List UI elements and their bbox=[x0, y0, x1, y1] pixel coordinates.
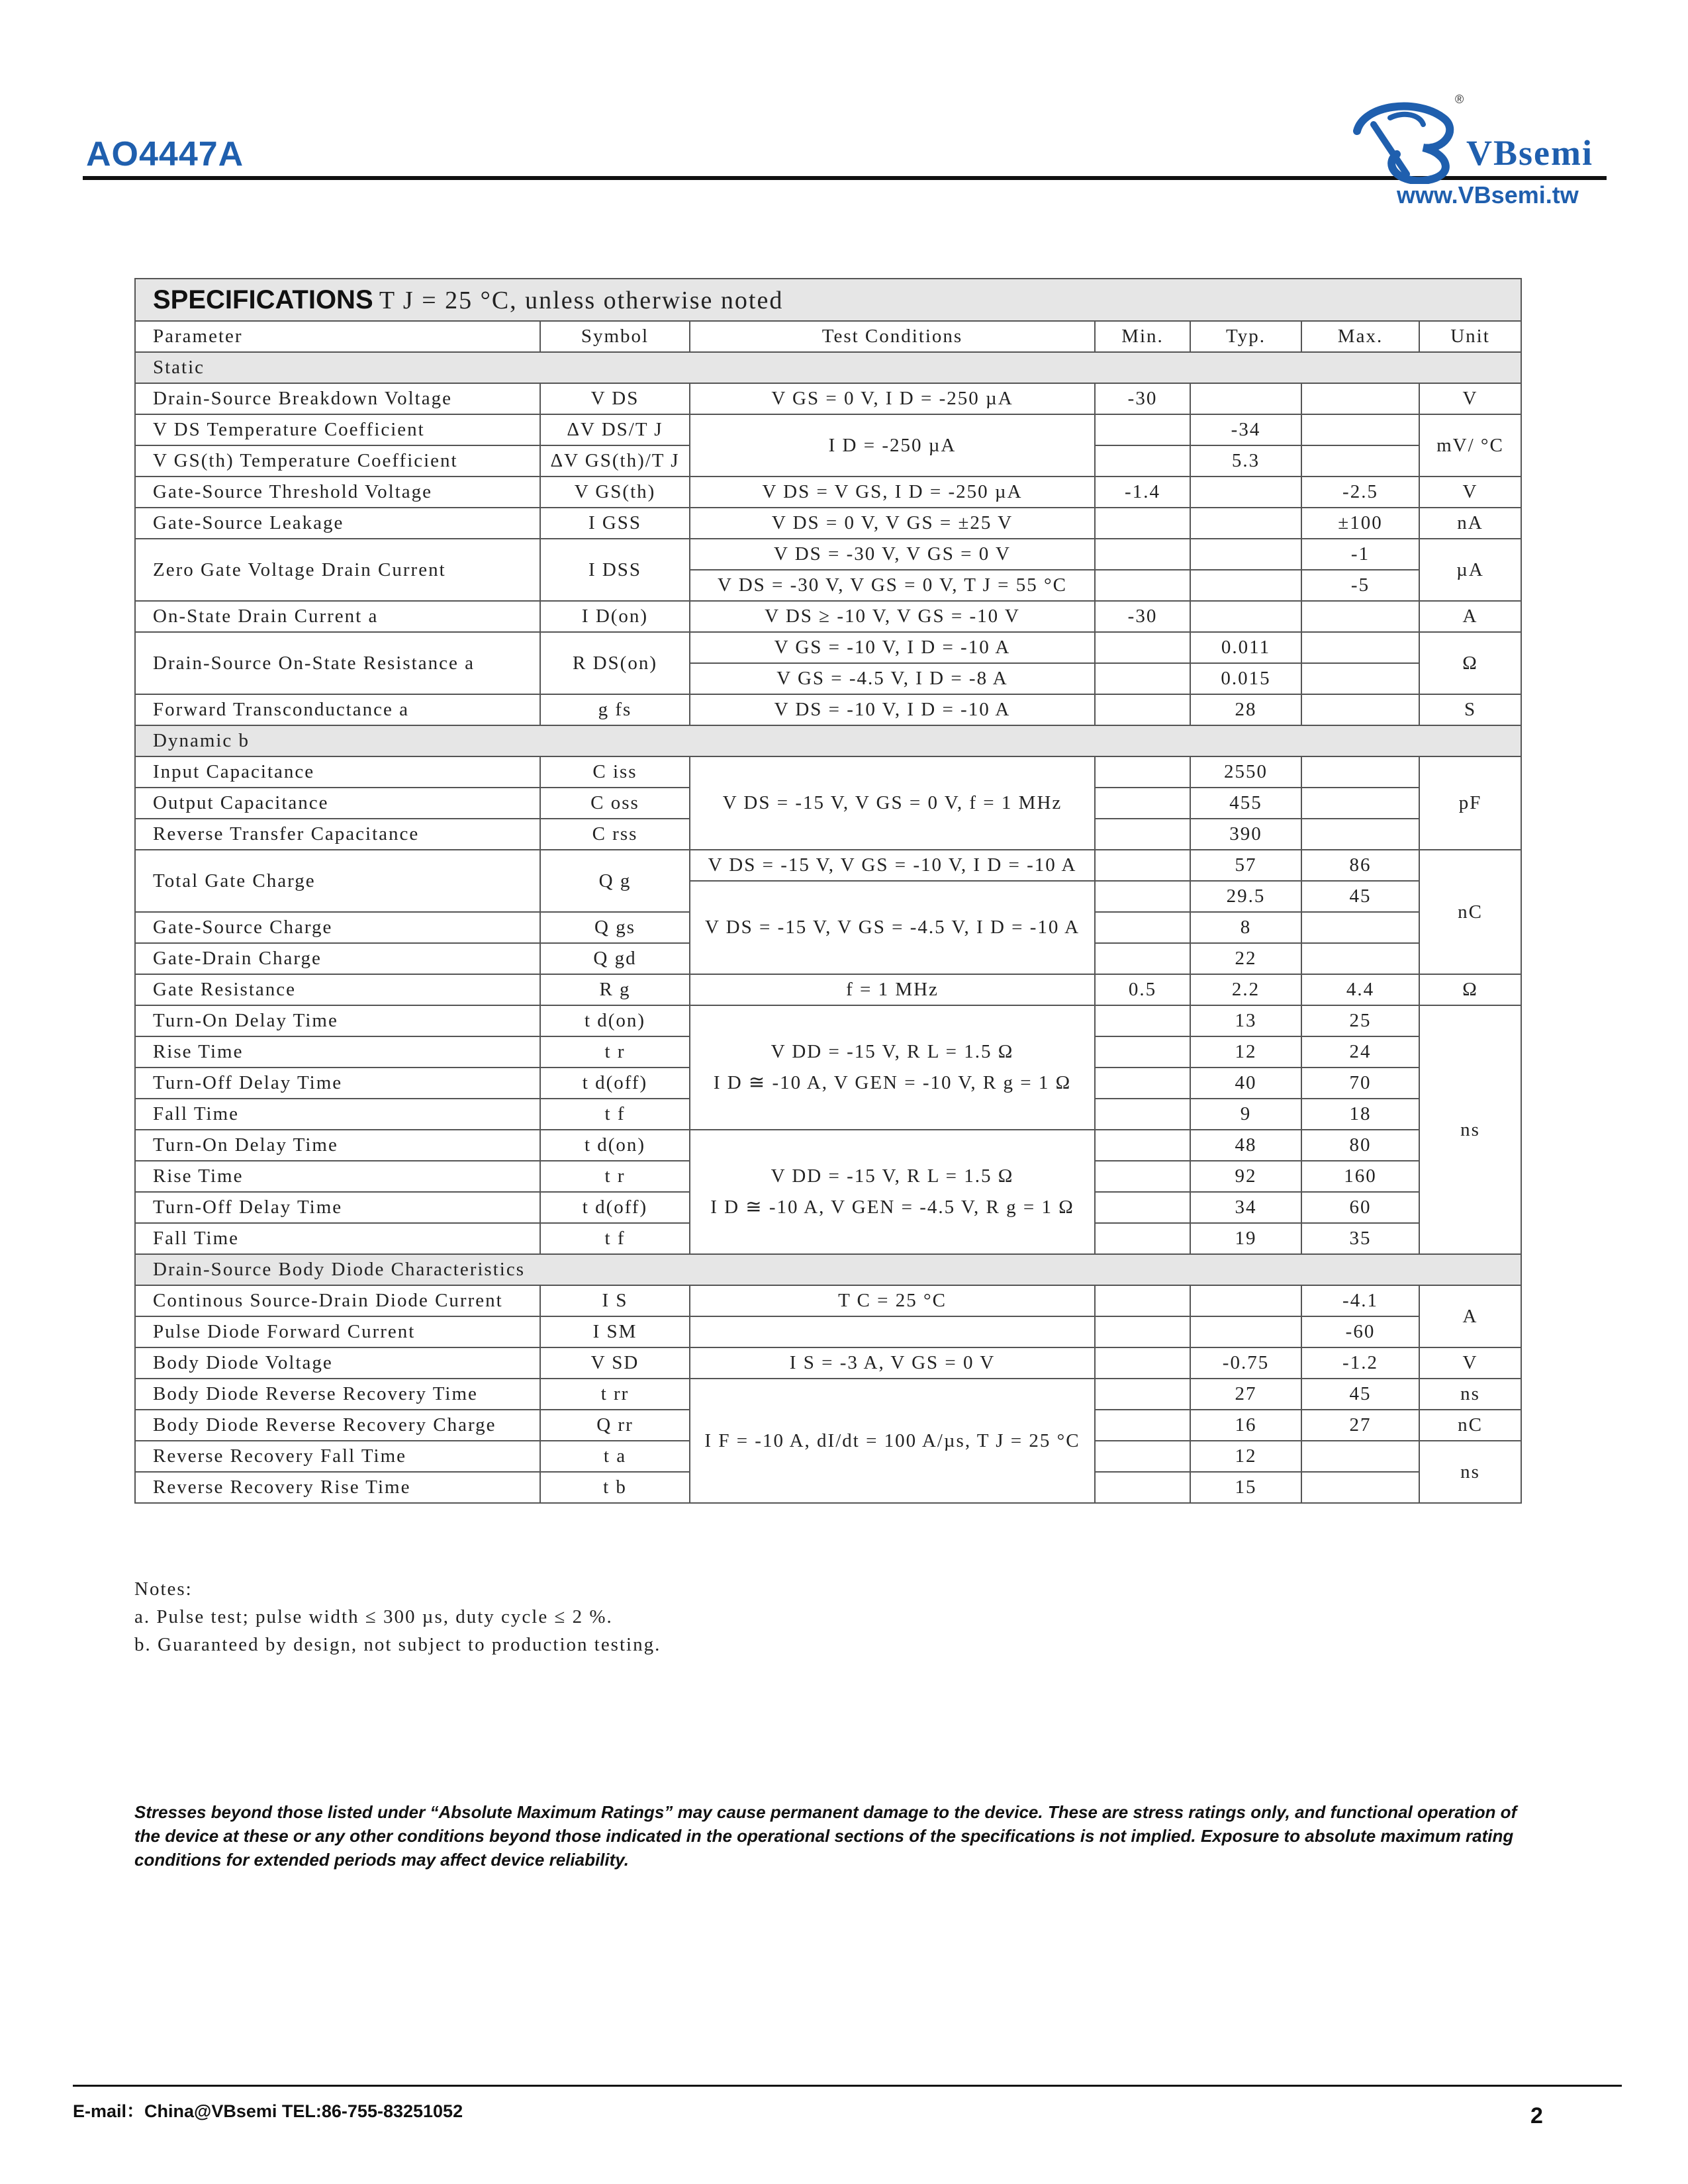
max-cell bbox=[1301, 1441, 1419, 1472]
param-cell: Turn-Off Delay Time bbox=[135, 1068, 540, 1099]
col-header-test-conditions: Test Conditions bbox=[690, 321, 1095, 352]
max-cell bbox=[1301, 414, 1419, 445]
min-cell bbox=[1095, 850, 1190, 881]
symbol-cell: V GS(th) bbox=[540, 477, 690, 508]
param-cell: Turn-On Delay Time bbox=[135, 1130, 540, 1161]
spec-title-row bbox=[135, 279, 1521, 321]
condition-cell: V DS = -30 V, V GS = 0 V, T J = 55 °C bbox=[690, 570, 1095, 601]
typ-cell bbox=[1190, 1285, 1301, 1316]
param-cell: Continous Source-Drain Diode Current bbox=[135, 1285, 540, 1316]
typ-cell: 15 bbox=[1190, 1472, 1301, 1503]
condition-cell: V DS = -15 V, V GS = -10 V, I D = -10 A bbox=[690, 850, 1095, 881]
min-cell bbox=[1095, 943, 1190, 974]
footer-contact: E-mail：China@VBsemi TEL:86-755-83251052 bbox=[73, 2101, 463, 2121]
symbol-cell: t f bbox=[540, 1099, 690, 1130]
typ-cell: 13 bbox=[1190, 1005, 1301, 1036]
unit-cell: nC bbox=[1419, 1410, 1521, 1441]
max-cell: 86 bbox=[1301, 850, 1419, 881]
condition-cell: I D = -250 µA bbox=[690, 414, 1095, 477]
max-cell: 25 bbox=[1301, 1005, 1419, 1036]
absolute-max-disclaimer: Stresses beyond those listed under “Absolute Maximum Ratings” may cause permanent damage to the device. These are stress ratings only, and functional operation of the device at these or any other conditions beyond those indicated in the operational sections of the specifications is not implied. Exposure to absolute maximum rating conditions for extended periods may affect device reliability. bbox=[134, 1802, 1517, 1870]
param-cell: Reverse Recovery Fall Time bbox=[135, 1441, 540, 1472]
table-row bbox=[135, 508, 1521, 539]
max-cell bbox=[1301, 694, 1419, 725]
min-cell bbox=[1095, 663, 1190, 694]
param-cell: Zero Gate Voltage Drain Current bbox=[135, 539, 540, 601]
typ-cell: 40 bbox=[1190, 1068, 1301, 1099]
max-cell: 80 bbox=[1301, 1130, 1419, 1161]
param-cell: Gate-Source Charge bbox=[135, 912, 540, 943]
unit-cell: Ω bbox=[1419, 632, 1521, 694]
table-row bbox=[135, 1285, 1521, 1316]
symbol-cell: Q rr bbox=[540, 1410, 690, 1441]
min-cell: -30 bbox=[1095, 383, 1190, 414]
min-cell bbox=[1095, 1347, 1190, 1379]
section-diode: Drain-Source Body Diode Characteristics bbox=[135, 1254, 1521, 1285]
condition-cell bbox=[690, 1130, 1095, 1254]
typ-cell: 22 bbox=[1190, 943, 1301, 974]
min-cell bbox=[1095, 632, 1190, 663]
min-cell bbox=[1095, 694, 1190, 725]
specifications-table bbox=[134, 278, 1522, 1504]
condition-line-1: V DD = -15 V, R L = 1.5 Ω bbox=[771, 1165, 1014, 1187]
table-row bbox=[135, 1379, 1521, 1410]
col-header-parameter: Parameter bbox=[135, 321, 540, 352]
symbol-cell: Q gs bbox=[540, 912, 690, 943]
max-cell: -5 bbox=[1301, 570, 1419, 601]
param-cell: On-State Drain Current a bbox=[135, 601, 540, 632]
condition-line-1: V DD = -15 V, R L = 1.5 Ω bbox=[771, 1041, 1014, 1062]
symbol-cell: R g bbox=[540, 974, 690, 1005]
param-cell: Rise Time bbox=[135, 1036, 540, 1068]
param-cell: Pulse Diode Forward Current bbox=[135, 1316, 540, 1347]
min-cell: -30 bbox=[1095, 601, 1190, 632]
max-cell bbox=[1301, 445, 1419, 477]
unit-cell: ns bbox=[1419, 1441, 1521, 1503]
min-cell bbox=[1095, 756, 1190, 788]
condition-cell: V GS = -4.5 V, I D = -8 A bbox=[690, 663, 1095, 694]
min-cell bbox=[1095, 1099, 1190, 1130]
max-cell: 35 bbox=[1301, 1223, 1419, 1254]
condition-cell: V DS ≥ -10 V, V GS = -10 V bbox=[690, 601, 1095, 632]
unit-cell: V bbox=[1419, 1347, 1521, 1379]
symbol-cell: I GSS bbox=[540, 508, 690, 539]
condition-cell: f = 1 MHz bbox=[690, 974, 1095, 1005]
unit-cell: mV/ °C bbox=[1419, 414, 1521, 477]
unit-cell: ns bbox=[1419, 1379, 1521, 1410]
param-cell: Gate-Source Threshold Voltage bbox=[135, 477, 540, 508]
min-cell bbox=[1095, 1223, 1190, 1254]
unit-cell: pF bbox=[1419, 756, 1521, 850]
symbol-cell: Q g bbox=[540, 850, 690, 912]
min-cell bbox=[1095, 508, 1190, 539]
typ-cell: 34 bbox=[1190, 1192, 1301, 1223]
col-header-symbol: Symbol bbox=[540, 321, 690, 352]
col-header-max: Max. bbox=[1301, 321, 1419, 352]
min-cell bbox=[1095, 570, 1190, 601]
max-cell: -1.2 bbox=[1301, 1347, 1419, 1379]
typ-cell: 12 bbox=[1190, 1441, 1301, 1472]
table-row bbox=[135, 850, 1521, 881]
typ-cell: 8 bbox=[1190, 912, 1301, 943]
min-cell bbox=[1095, 1472, 1190, 1503]
max-cell: ±100 bbox=[1301, 508, 1419, 539]
symbol-cell: C iss bbox=[540, 756, 690, 788]
param-cell: Drain-Source Breakdown Voltage bbox=[135, 383, 540, 414]
brand-name: VBsemi bbox=[1466, 133, 1593, 173]
typ-cell: 27 bbox=[1190, 1379, 1301, 1410]
max-cell bbox=[1301, 819, 1419, 850]
param-cell: Total Gate Charge bbox=[135, 850, 540, 912]
table-row bbox=[135, 539, 1521, 570]
max-cell: 160 bbox=[1301, 1161, 1419, 1192]
param-cell: Output Capacitance bbox=[135, 788, 540, 819]
param-cell: Forward Transconductance a bbox=[135, 694, 540, 725]
max-cell: -2.5 bbox=[1301, 477, 1419, 508]
symbol-cell: V SD bbox=[540, 1347, 690, 1379]
condition-cell: V DS = -15 V, V GS = 0 V, f = 1 MHz bbox=[690, 756, 1095, 850]
min-cell bbox=[1095, 445, 1190, 477]
param-cell: Gate Resistance bbox=[135, 974, 540, 1005]
max-cell bbox=[1301, 788, 1419, 819]
unit-cell: nC bbox=[1419, 850, 1521, 974]
section-static: Static bbox=[135, 352, 1521, 383]
param-cell: V GS(th) Temperature Coefficient bbox=[135, 445, 540, 477]
typ-cell: 9 bbox=[1190, 1099, 1301, 1130]
note-b: b. Guaranteed by design, not subject to production testing. bbox=[134, 1634, 661, 1655]
min-cell bbox=[1095, 912, 1190, 943]
registered-mark: ® bbox=[1455, 93, 1464, 106]
max-cell: 45 bbox=[1301, 881, 1419, 912]
table-row bbox=[135, 477, 1521, 508]
symbol-cell: t a bbox=[540, 1441, 690, 1472]
table-row bbox=[135, 414, 1521, 445]
col-header-unit: Unit bbox=[1419, 321, 1521, 352]
min-cell bbox=[1095, 1005, 1190, 1036]
symbol-cell: g fs bbox=[540, 694, 690, 725]
table-row bbox=[135, 383, 1521, 414]
min-cell bbox=[1095, 414, 1190, 445]
condition-cell: V GS = 0 V, I D = -250 µA bbox=[690, 383, 1095, 414]
max-cell bbox=[1301, 601, 1419, 632]
condition-cell: V DS = V GS, I D = -250 µA bbox=[690, 477, 1095, 508]
typ-cell bbox=[1190, 477, 1301, 508]
notes-heading: Notes: bbox=[134, 1578, 193, 1600]
min-cell bbox=[1095, 1068, 1190, 1099]
symbol-cell: t r bbox=[540, 1036, 690, 1068]
max-cell: 60 bbox=[1301, 1192, 1419, 1223]
symbol-cell: t f bbox=[540, 1223, 690, 1254]
notes-block bbox=[134, 1575, 661, 1659]
unit-cell: A bbox=[1419, 1285, 1521, 1347]
spec-title: SPECIFICATIONS bbox=[153, 285, 373, 314]
typ-cell: 2.2 bbox=[1190, 974, 1301, 1005]
col-header-min: Min. bbox=[1095, 321, 1190, 352]
min-cell bbox=[1095, 1410, 1190, 1441]
table-row bbox=[135, 1316, 1521, 1347]
max-cell bbox=[1301, 1472, 1419, 1503]
param-cell: Body Diode Reverse Recovery Time bbox=[135, 1379, 540, 1410]
unit-cell: V bbox=[1419, 477, 1521, 508]
unit-cell: A bbox=[1419, 601, 1521, 632]
min-cell bbox=[1095, 1379, 1190, 1410]
col-header-typ: Typ. bbox=[1190, 321, 1301, 352]
symbol-cell: t b bbox=[540, 1472, 690, 1503]
condition-cell bbox=[690, 1005, 1095, 1130]
symbol-cell: t d(off) bbox=[540, 1192, 690, 1223]
spec-condition: T J = 25 °C, unless otherwise noted bbox=[379, 286, 784, 314]
max-cell bbox=[1301, 663, 1419, 694]
typ-cell bbox=[1190, 508, 1301, 539]
symbol-cell: V DS bbox=[540, 383, 690, 414]
max-cell: 70 bbox=[1301, 1068, 1419, 1099]
typ-cell bbox=[1190, 570, 1301, 601]
unit-cell: ns bbox=[1419, 1005, 1521, 1254]
min-cell: 0.5 bbox=[1095, 974, 1190, 1005]
condition-line-2: I D ≅ -10 A, V GEN = -4.5 V, R g = 1 Ω bbox=[710, 1197, 1074, 1218]
min-cell bbox=[1095, 1316, 1190, 1347]
max-cell bbox=[1301, 912, 1419, 943]
max-cell bbox=[1301, 943, 1419, 974]
table-row bbox=[135, 694, 1521, 725]
min-cell bbox=[1095, 788, 1190, 819]
min-cell bbox=[1095, 819, 1190, 850]
min-cell bbox=[1095, 1441, 1190, 1472]
table-header-row bbox=[135, 321, 1521, 352]
param-cell: Drain-Source On-State Resistance a bbox=[135, 632, 540, 694]
min-cell bbox=[1095, 1036, 1190, 1068]
table-row bbox=[135, 601, 1521, 632]
unit-cell: S bbox=[1419, 694, 1521, 725]
max-cell: -60 bbox=[1301, 1316, 1419, 1347]
typ-cell bbox=[1190, 539, 1301, 570]
table-row bbox=[135, 1347, 1521, 1379]
typ-cell bbox=[1190, 1316, 1301, 1347]
table-row bbox=[135, 1005, 1521, 1036]
param-cell: Fall Time bbox=[135, 1223, 540, 1254]
param-cell: Reverse Recovery Rise Time bbox=[135, 1472, 540, 1503]
symbol-cell: I DSS bbox=[540, 539, 690, 601]
max-cell: 24 bbox=[1301, 1036, 1419, 1068]
condition-cell: V DS = -30 V, V GS = 0 V bbox=[690, 539, 1095, 570]
param-cell: Input Capacitance bbox=[135, 756, 540, 788]
condition-cell: V DS = 0 V, V GS = ±25 V bbox=[690, 508, 1095, 539]
max-cell bbox=[1301, 756, 1419, 788]
param-cell: Body Diode Voltage bbox=[135, 1347, 540, 1379]
typ-cell: -34 bbox=[1190, 414, 1301, 445]
table-row bbox=[135, 756, 1521, 788]
max-cell: 27 bbox=[1301, 1410, 1419, 1441]
typ-cell: 16 bbox=[1190, 1410, 1301, 1441]
symbol-cell: I S bbox=[540, 1285, 690, 1316]
max-cell bbox=[1301, 383, 1419, 414]
param-cell: Body Diode Reverse Recovery Charge bbox=[135, 1410, 540, 1441]
unit-cell: Ω bbox=[1419, 974, 1521, 1005]
typ-cell: 28 bbox=[1190, 694, 1301, 725]
min-cell bbox=[1095, 1285, 1190, 1316]
typ-cell bbox=[1190, 601, 1301, 632]
condition-cell bbox=[690, 1316, 1095, 1347]
param-cell: Fall Time bbox=[135, 1099, 540, 1130]
symbol-cell: R DS(on) bbox=[540, 632, 690, 694]
unit-cell: nA bbox=[1419, 508, 1521, 539]
min-cell: -1.4 bbox=[1095, 477, 1190, 508]
page-number: 2 bbox=[1530, 2103, 1543, 2128]
symbol-cell: t rr bbox=[540, 1379, 690, 1410]
symbol-cell: ΔV GS(th)/T J bbox=[540, 445, 690, 477]
typ-cell: 29.5 bbox=[1190, 881, 1301, 912]
typ-cell: 57 bbox=[1190, 850, 1301, 881]
condition-cell: V DS = -15 V, V GS = -4.5 V, I D = -10 A bbox=[690, 881, 1095, 974]
condition-cell: V DS = -10 V, I D = -10 A bbox=[690, 694, 1095, 725]
typ-cell: 19 bbox=[1190, 1223, 1301, 1254]
unit-cell: V bbox=[1419, 383, 1521, 414]
table-row bbox=[135, 1130, 1521, 1161]
param-cell: Turn-On Delay Time bbox=[135, 1005, 540, 1036]
param-cell: Gate-Source Leakage bbox=[135, 508, 540, 539]
footer-divider bbox=[73, 2085, 1622, 2087]
param-cell: Reverse Transfer Capacitance bbox=[135, 819, 540, 850]
typ-cell: 0.015 bbox=[1190, 663, 1301, 694]
param-cell: V DS Temperature Coefficient bbox=[135, 414, 540, 445]
max-cell: 45 bbox=[1301, 1379, 1419, 1410]
table-row bbox=[135, 632, 1521, 663]
param-cell: Rise Time bbox=[135, 1161, 540, 1192]
section-dynamic: Dynamic b bbox=[135, 725, 1521, 756]
symbol-cell: t d(on) bbox=[540, 1005, 690, 1036]
symbol-cell: t d(on) bbox=[540, 1130, 690, 1161]
min-cell bbox=[1095, 1161, 1190, 1192]
condition-line-2: I D ≅ -10 A, V GEN = -10 V, R g = 1 Ω bbox=[713, 1072, 1072, 1093]
min-cell bbox=[1095, 1192, 1190, 1223]
max-cell: 18 bbox=[1301, 1099, 1419, 1130]
symbol-cell: ΔV DS/T J bbox=[540, 414, 690, 445]
typ-cell: 390 bbox=[1190, 819, 1301, 850]
typ-cell: 2550 bbox=[1190, 756, 1301, 788]
condition-cell: I S = -3 A, V GS = 0 V bbox=[690, 1347, 1095, 1379]
part-number-title: AO4447A bbox=[86, 135, 244, 173]
typ-cell bbox=[1190, 383, 1301, 414]
max-cell: -4.1 bbox=[1301, 1285, 1419, 1316]
typ-cell: 5.3 bbox=[1190, 445, 1301, 477]
typ-cell: 455 bbox=[1190, 788, 1301, 819]
typ-cell: 0.011 bbox=[1190, 632, 1301, 663]
note-a: a. Pulse test; pulse width ≤ 300 µs, duty cycle ≤ 2 %. bbox=[134, 1606, 613, 1627]
symbol-cell: I SM bbox=[540, 1316, 690, 1347]
max-cell bbox=[1301, 632, 1419, 663]
min-cell bbox=[1095, 1130, 1190, 1161]
condition-cell: T C = 25 °C bbox=[690, 1285, 1095, 1316]
symbol-cell: t d(off) bbox=[540, 1068, 690, 1099]
typ-cell: -0.75 bbox=[1190, 1347, 1301, 1379]
param-cell: Gate-Drain Charge bbox=[135, 943, 540, 974]
typ-cell: 92 bbox=[1190, 1161, 1301, 1192]
symbol-cell: I D(on) bbox=[540, 601, 690, 632]
condition-cell: V GS = -10 V, I D = -10 A bbox=[690, 632, 1095, 663]
table-row bbox=[135, 974, 1521, 1005]
symbol-cell: C oss bbox=[540, 788, 690, 819]
unit-cell: µA bbox=[1419, 539, 1521, 601]
typ-cell: 12 bbox=[1190, 1036, 1301, 1068]
symbol-cell: Q gd bbox=[540, 943, 690, 974]
typ-cell: 48 bbox=[1190, 1130, 1301, 1161]
min-cell bbox=[1095, 539, 1190, 570]
symbol-cell: t r bbox=[540, 1161, 690, 1192]
param-cell: Turn-Off Delay Time bbox=[135, 1192, 540, 1223]
min-cell bbox=[1095, 881, 1190, 912]
condition-cell: I F = -10 A, dI/dt = 100 A/µs, T J = 25 °C bbox=[690, 1379, 1095, 1503]
website-link[interactable]: www.VBsemi.tw bbox=[1397, 181, 1579, 208]
max-cell: 4.4 bbox=[1301, 974, 1419, 1005]
symbol-cell: C rss bbox=[540, 819, 690, 850]
max-cell: -1 bbox=[1301, 539, 1419, 570]
